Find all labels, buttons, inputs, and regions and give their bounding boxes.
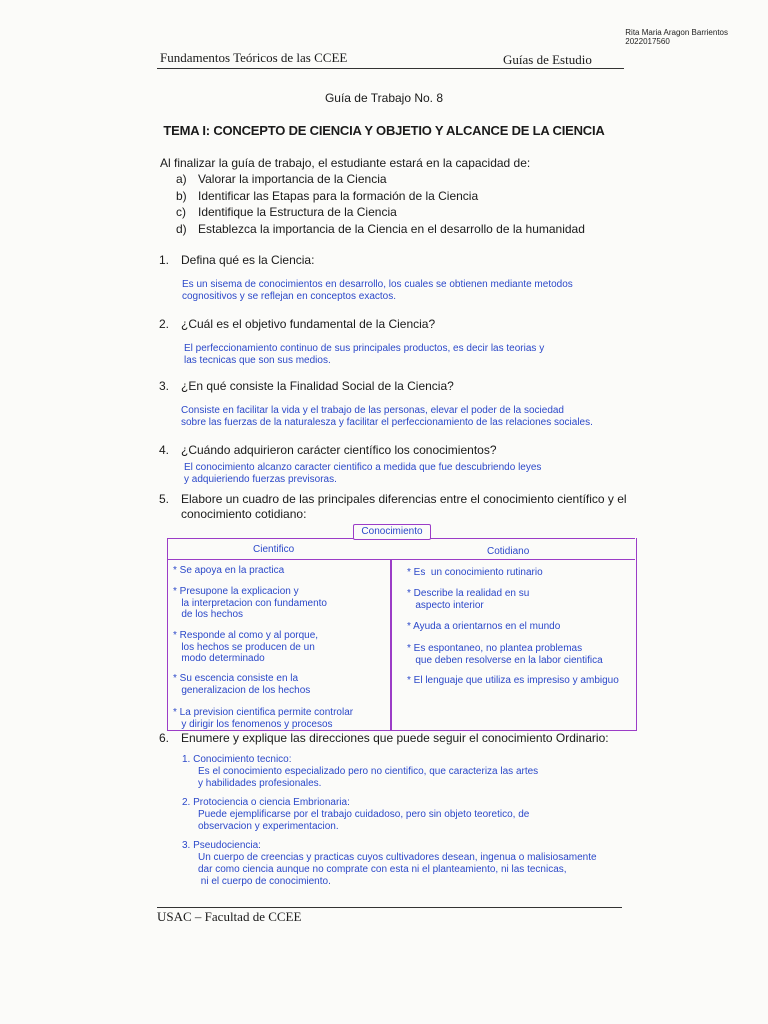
question-text: ¿Cuándo adquirieron carácter científico los conocimientos? <box>181 443 497 457</box>
right-cell: * Es espontaneo, no plantea problemas que deben resolverse en la labor cientifica <box>407 643 603 666</box>
right-cell: * Es un conocimiento rutinario <box>407 567 543 578</box>
objective-item <box>176 171 585 188</box>
header-rule <box>157 68 624 69</box>
answer-line: Consiste en facilitar la vida y el trabajo de las personas, elevar el poder de la sociedad <box>181 405 564 416</box>
answer-body: Es el conocimiento especializado pero no cientifico, que caracteriza las artes y habilidades profesionales. <box>198 766 539 789</box>
question-number: 1. <box>159 253 170 267</box>
answer-title: 2. Protociencia o ciencia Embrionaria: <box>182 797 350 808</box>
answer-body: Un cuerpo de creencias y practicas cuyos cultivadores desean, ingenua o malisiosamente dar como ciencia aunque no comprate con esta ni el planteamiento, ni las tecnicas, ni el cuerpo de conocimiento. <box>198 852 597 887</box>
table-divider <box>390 559 392 730</box>
topic-title: TEMA I: CONCEPTO DE CIENCIA Y OBJETIO Y ALCANCE DE LA CIENCIA <box>163 123 605 138</box>
answer-line: Es un sisema de conocimientos en desarrollo, los cuales se obtienen mediante metodos <box>182 279 573 290</box>
answer-title: 3. Pseudociencia: <box>182 840 261 851</box>
question-number: 2. <box>159 317 170 331</box>
answer-body: Puede ejemplificarse por el trabajo cuidadoso, pero sin objeto teoretico, de observacion y experimentacion. <box>198 809 530 832</box>
intro-text: Al finalizar la guía de trabajo, el estudiante estará en la capacidad de: <box>160 156 531 170</box>
left-cell: * Su escencia consiste en la generalizacion de los hechos <box>173 673 311 696</box>
question-number: 3. <box>159 379 170 393</box>
guide-title: Guía de Trabajo No. 8 <box>324 91 444 105</box>
column-header-cotidiano: Cotidiano <box>487 546 530 557</box>
question-6 <box>159 731 609 746</box>
answer-line: sobre las fuerzas de la naturalesza y facilitar el perfeccionamiento de las relaciones sociales. <box>181 417 593 428</box>
objective-text: Establezca la importancia de la Ciencia en el desarrollo de la humanidad <box>198 221 585 236</box>
question-text-continued: conocimiento cotidiano: <box>181 507 307 521</box>
question-text: ¿Cuál es el objetivo fundamental de la Ciencia? <box>181 317 436 331</box>
question-text: ¿En qué consiste la Finalidad Social de la Ciencia? <box>181 379 454 393</box>
objective-text: Identificar las Etapas para la formación de la Ciencia <box>198 188 479 203</box>
question-text: Defina qué es la Ciencia: <box>181 253 315 267</box>
question-4 <box>159 443 497 458</box>
question-2 <box>159 317 435 332</box>
author-id: 2022017560 <box>625 37 670 46</box>
answer-line: El perfeccionamiento continuo de sus principales productos, es decir las teorias y <box>184 343 545 354</box>
question-3 <box>159 379 454 394</box>
objective-letter: a) <box>176 172 187 186</box>
objective-item <box>176 188 585 205</box>
author-name: Rita Maria Aragon Barrientos <box>625 28 728 37</box>
answer-2 <box>184 343 544 367</box>
comparison-table <box>167 526 637 730</box>
answer-3 <box>181 405 593 429</box>
answer-line: y adquieriendo fuerzas previsoras. <box>184 474 337 485</box>
footer-rule <box>157 907 622 908</box>
objective-text: Valorar la importancia de la Ciencia <box>198 172 387 186</box>
answer-6-item <box>182 797 529 833</box>
objective-letter: d) <box>176 221 187 236</box>
right-cell: * Describe la realidad en su aspecto interior <box>407 588 530 611</box>
header-course: Fundamentos Teóricos de las CCEE <box>160 50 348 65</box>
answer-4 <box>184 462 541 486</box>
question-1 <box>159 253 314 268</box>
answer-6-item <box>182 754 538 790</box>
question-number: 4. <box>159 443 170 457</box>
answer-line: las tecnicas que son sus medios. <box>184 355 331 366</box>
objective-letter: c) <box>176 205 186 219</box>
question-number: 6. <box>159 731 170 745</box>
table-header-line <box>167 559 635 560</box>
answer-title: 1. Conocimiento tecnico: <box>182 754 292 765</box>
right-cell: * Ayuda a orientarnos en el mundo <box>407 621 561 632</box>
objective-item <box>176 204 585 221</box>
left-cell: * Responde al como y al porque, los hechos se producen de un modo determinado <box>173 630 319 664</box>
objective-letter: b) <box>176 188 187 203</box>
left-cell: * Presupone la explicacion y la interpretacion con fundamento de los hechos <box>173 586 327 620</box>
left-cell: * Se apoya en la practica <box>173 565 285 576</box>
question-text: Enumere y explique las direcciones que puede seguir el conocimiento Ordinario: <box>181 731 609 745</box>
table-title: Conocimiento <box>361 526 423 537</box>
answer-line: El conocimiento alcanzo caracter cientifico a medida que fue descubriendo leyes <box>184 462 542 473</box>
table-title-box <box>353 524 431 540</box>
column-header-cientifico: Cientifico <box>253 544 295 555</box>
objective-text: Identifique la Estructura de la Ciencia <box>198 205 397 219</box>
right-cell: * El lenguaje que utiliza es impresiso y ambiguo <box>407 675 619 686</box>
objectives-list <box>176 171 585 237</box>
author-block <box>625 28 728 46</box>
question-5 <box>159 492 627 522</box>
answer-line: cognositivos y se reflejan en conceptos exactos. <box>182 291 397 302</box>
answer-6-item <box>182 840 597 888</box>
answer-1 <box>182 279 573 303</box>
header-section: Guías de Estudio <box>503 52 592 67</box>
question-text: Elabore un cuadro de las principales diferencias entre el conocimiento científico y el <box>181 492 627 506</box>
objective-item <box>176 221 585 238</box>
footer-text: USAC – Facultad de CCEE <box>157 909 302 924</box>
question-number: 5. <box>159 492 170 506</box>
left-cell: * La prevision cientifica permite controlar y dirigir los fenomenos y procesos <box>173 707 354 730</box>
